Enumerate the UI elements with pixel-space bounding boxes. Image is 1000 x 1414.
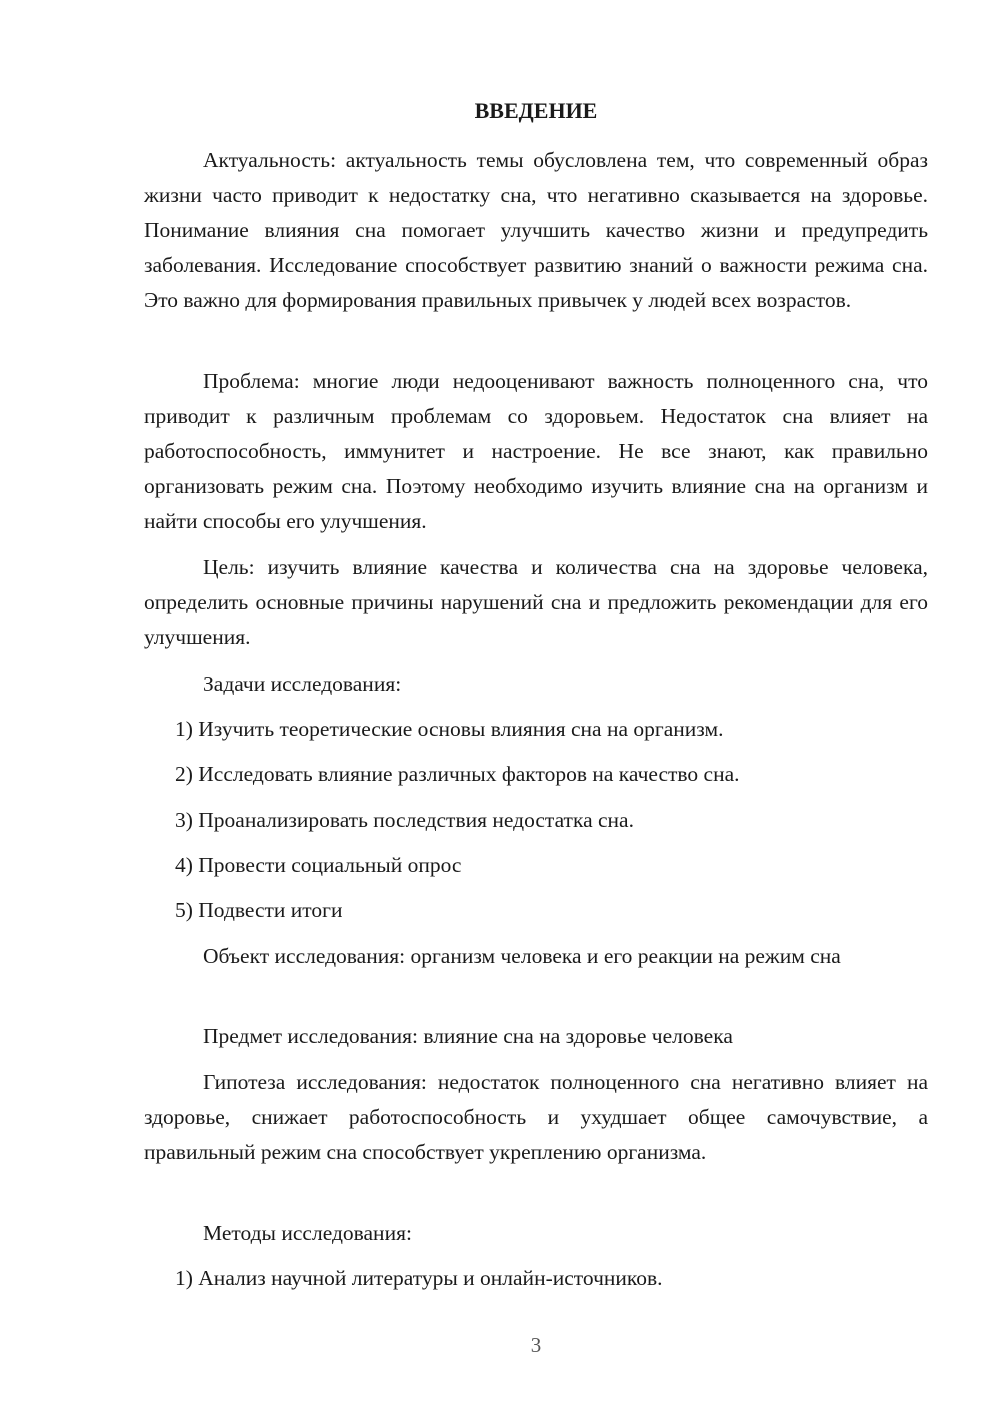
task-item: 2) Исследовать влияние различных факторов на качество сна. xyxy=(175,762,740,786)
subject-paragraph: Предмет исследования: влияние сна на здоровье человека xyxy=(203,1024,733,1048)
goal-paragraph: Цель: изучить влияние качества и количества сна на здоровье человека, определить основные причины нарушений сна и предложить рекомендации для его улучшения. xyxy=(144,555,928,649)
section-heading: ВВЕДЕНИЕ xyxy=(474,98,598,123)
method-item: 1) Анализ научной литературы и онлайн-источников. xyxy=(175,1266,663,1290)
task-item: 3) Проанализировать последствия недостатка сна. xyxy=(175,808,634,832)
tasks-heading: Задачи исследования: xyxy=(203,672,402,696)
page-number: 3 xyxy=(530,1333,542,1357)
task-item: 4) Провести социальный опрос xyxy=(175,853,462,877)
relevance-paragraph: Актуальность: актуальность темы обусловлена тем, что современный образ жизни часто приводит к недостатку сна, что негативно сказывается на здоровье. Понимание влияния сна помогает улучшить качество жизни и предупредить заболевания. Исследование способствует развитию знаний о важности режима сна. Это важно для формирования правильных привычек у людей всех возрастов. xyxy=(144,148,928,312)
task-item: 5) Подвести итоги xyxy=(175,898,343,922)
problem-paragraph: Проблема: многие люди недооценивают важность полноценного сна, что приводит к различным проблемам со здоровьем. Недостаток сна влияет на работоспособность, иммунитет и настроение. Не все знают, как правильно организовать режим сна. Поэтому необходимо изучить влияние сна на организм и найти способы его улучшения. xyxy=(144,369,928,533)
hypothesis-paragraph: Гипотеза исследования: недостаток полноценного сна негативно влияет на здоровье, снижает работоспособность и ухудшает общее самочувствие, а правильный режим сна способствует укреплению организма. xyxy=(144,1070,928,1164)
object-paragraph: Объект исследования: организм человека и его реакции на режим сна xyxy=(203,944,841,968)
task-item: 1) Изучить теоретические основы влияния сна на организм. xyxy=(175,717,724,741)
methods-heading: Методы исследования: xyxy=(203,1221,412,1245)
